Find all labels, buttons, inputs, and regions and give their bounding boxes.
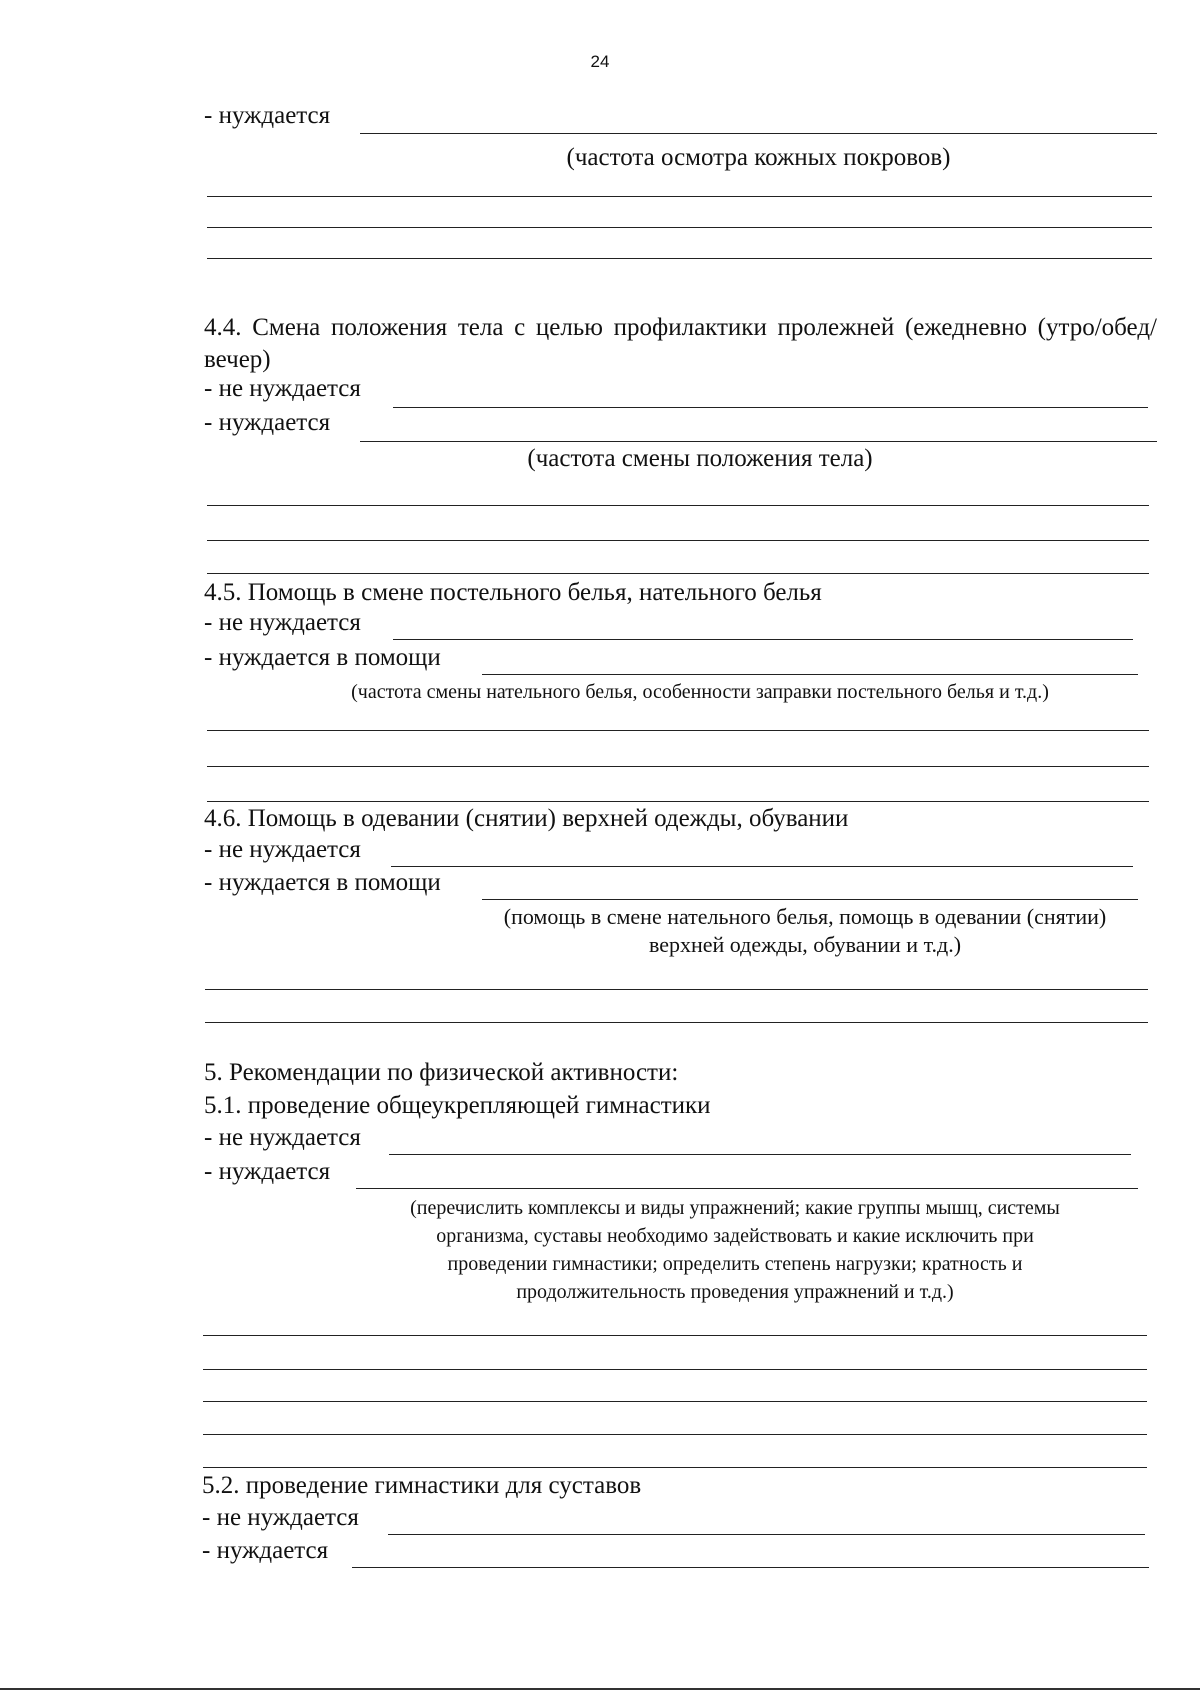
not-needed-field[interactable] [388, 1534, 1145, 1535]
answer-line[interactable] [207, 573, 1149, 574]
not-needed-field[interactable] [389, 1154, 1131, 1155]
section-5-heading: 5. Рекомендации по физической активности: [204, 1059, 679, 1086]
gymnastics-hint-line-2: организма, суставы необходимо задействовать и какие исключить при [436, 1225, 1034, 1247]
needs-help-field[interactable] [482, 899, 1138, 900]
needs-help-field[interactable] [482, 674, 1138, 675]
section-5-2-heading: 5.2. проведение гимнастики для суставов [202, 1472, 642, 1499]
skin-inspection-hint: (частота осмотра кожных покровов) [566, 144, 951, 171]
not-needed-label: - не нуждается [204, 609, 361, 636]
position-change-hint: (частота смены положения тела) [527, 445, 873, 472]
needs-label: - нуждается [202, 1537, 329, 1564]
section-4-5-heading: 4.5. Помощь в смене постельного белья, нательного белья [204, 579, 822, 606]
answer-line[interactable] [203, 1434, 1147, 1435]
not-needed-field[interactable] [393, 407, 1148, 408]
needs-field[interactable] [360, 441, 1157, 442]
answer-line[interactable] [205, 1022, 1148, 1023]
section-5-1-heading: 5.1. проведение общеукрепляющей гимнастики [204, 1092, 711, 1119]
not-needed-label: - не нуждается [204, 1124, 361, 1151]
gymnastics-hint-line-3: проведении гимнастики; определить степень нагрузки; кратность и [447, 1253, 1023, 1275]
needs-field[interactable] [356, 1188, 1138, 1189]
page-number: 24 [590, 52, 610, 71]
answer-line[interactable] [203, 1335, 1147, 1336]
gymnastics-hint-line-4: продолжительность проведения упражнений и т.д.) [516, 1281, 954, 1303]
gymnastics-hint-line-1: (перечислить комплексы и виды упражнений; какие группы мышц, системы [410, 1197, 1060, 1219]
not-needed-label: - не нуждается [202, 1504, 359, 1531]
dressing-hint-line-1: (помощь в смене нательного белья, помощь в одевании (снятии) [503, 904, 1107, 929]
answer-line[interactable] [203, 1467, 1147, 1468]
not-needed-label: - не нуждается [204, 836, 361, 863]
section-4-4-heading: 4.4. Смена положения тела с целью профилактики пролежней (ежедневно (утро/обед/вечер) [204, 314, 1157, 373]
answer-line[interactable] [207, 766, 1149, 767]
needs-label: - нуждается [204, 102, 331, 129]
dressing-hint-line-2: верхней одежды, обувании и т.д.) [648, 932, 962, 957]
answer-line[interactable] [207, 540, 1149, 541]
needs-label: - нуждается [204, 1158, 331, 1185]
not-needed-field[interactable] [393, 639, 1133, 640]
answer-line[interactable] [205, 989, 1148, 990]
not-needed-field[interactable] [391, 866, 1133, 867]
not-needed-label: - не нуждается [204, 375, 361, 402]
answer-line[interactable] [203, 1369, 1147, 1370]
needs-field[interactable] [352, 1567, 1149, 1568]
page-bottom-rule [0, 1688, 1200, 1690]
needs-help-label: - нуждается в помощи [204, 869, 441, 896]
needs-help-label: - нуждается в помощи [204, 644, 441, 671]
answer-line[interactable] [207, 730, 1149, 731]
linen-change-hint: (частота смены нательного белья, особенности заправки постельного белья и т.д.) [351, 681, 1049, 703]
needs-label: - нуждается [204, 409, 331, 436]
section-4-6-heading: 4.6. Помощь в одевании (снятии) верхней одежды, обувании [204, 805, 849, 832]
answer-line[interactable] [207, 258, 1152, 259]
answer-line[interactable] [207, 505, 1149, 506]
answer-line[interactable] [207, 196, 1152, 197]
needs-field[interactable] [360, 133, 1157, 134]
answer-line[interactable] [207, 801, 1149, 802]
answer-line[interactable] [207, 227, 1152, 228]
answer-line[interactable] [203, 1401, 1147, 1402]
